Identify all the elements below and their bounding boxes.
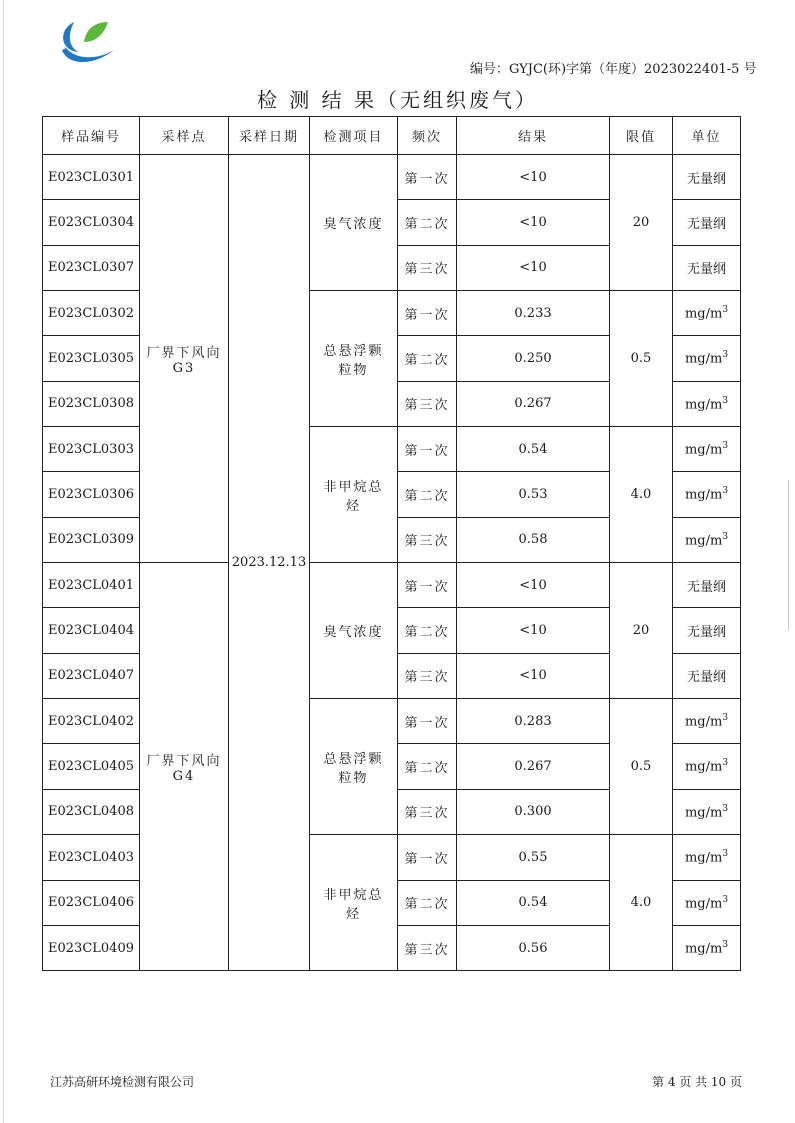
result-cell: 0.250	[457, 336, 610, 381]
unit-cell	[673, 472, 741, 517]
frequency-cell: 第二次	[398, 608, 457, 653]
unit-text: 无量纲	[686, 217, 726, 233]
result-cell: 0.55	[457, 835, 610, 880]
limit-cell: 4.0	[610, 427, 673, 563]
frequency-cell: 第一次	[398, 291, 457, 336]
unit-superscript: 3	[722, 713, 729, 724]
test-item-cell: 臭气浓度	[310, 155, 398, 291]
unit-text: 无量纲	[686, 262, 726, 278]
unit-cell	[673, 336, 741, 381]
logo-green-leaf	[84, 22, 108, 42]
result-cell: <10	[457, 608, 610, 653]
sample-id-cell: E023CL0405	[43, 744, 140, 789]
unit-text: mg/m	[684, 533, 723, 549]
column-header: 样品编号	[43, 117, 140, 155]
frequency-cell: 第一次	[398, 699, 457, 744]
sample-id-cell: E023CL0403	[43, 835, 140, 880]
unit-cell	[673, 653, 741, 698]
sample-id-cell: E023CL0301	[43, 155, 140, 200]
results-table	[42, 116, 741, 971]
limit-cell: 0.5	[610, 699, 673, 835]
unit-cell	[673, 200, 741, 245]
result-cell: 0.56	[457, 925, 610, 970]
column-header: 频次	[398, 117, 457, 155]
unit-text: mg/m	[684, 351, 723, 367]
frequency-cell: 第三次	[398, 245, 457, 290]
unit-text: mg/m	[684, 805, 723, 821]
sample-id-cell: E023CL0308	[43, 381, 140, 426]
sampling-point-code: G3	[172, 360, 196, 376]
unit-superscript: 3	[722, 803, 729, 814]
frequency-cell: 第三次	[398, 789, 457, 834]
unit-cell	[673, 835, 741, 880]
test-item-cell: 总悬浮颗粒物	[310, 291, 398, 427]
sample-id-cell: E023CL0409	[43, 925, 140, 970]
unit-superscript: 3	[722, 395, 729, 406]
result-cell: 0.233	[457, 291, 610, 336]
unit-superscript: 3	[722, 305, 729, 316]
unit-text: mg/m	[684, 850, 723, 866]
frequency-cell: 第一次	[398, 427, 457, 472]
unit-cell	[673, 563, 741, 608]
unit-cell	[673, 155, 741, 200]
result-cell: 0.267	[457, 381, 610, 426]
logo-blue-swoosh	[62, 48, 114, 62]
unit-text: mg/m	[684, 487, 723, 503]
column-header: 检测项目	[310, 117, 398, 155]
sample-id-cell: E023CL0401	[43, 563, 140, 608]
frequency-cell: 第三次	[398, 381, 457, 426]
page-edge-rule-left	[3, 0, 4, 1123]
frequency-cell: 第一次	[398, 835, 457, 880]
unit-superscript: 3	[722, 531, 729, 542]
page-title: 检 测 结 果（无组织废气）	[256, 88, 539, 112]
result-cell: <10	[457, 563, 610, 608]
result-cell: 0.54	[457, 880, 610, 925]
unit-text: mg/m	[684, 759, 723, 775]
table-row	[43, 563, 741, 608]
unit-cell	[673, 381, 741, 426]
sample-id-cell: E023CL0302	[43, 291, 140, 336]
sampling-date-cell: 2023.12.13	[229, 155, 310, 971]
result-cell: 0.300	[457, 789, 610, 834]
unit-cell	[673, 291, 741, 336]
unit-superscript: 3	[722, 758, 729, 769]
limit-cell: 0.5	[610, 291, 673, 427]
sample-id-cell: E023CL0305	[43, 336, 140, 381]
sample-id-cell: E023CL0402	[43, 699, 140, 744]
column-header: 采样日期	[229, 117, 310, 155]
unit-text: 无量纲	[686, 171, 726, 187]
test-item-cell: 臭气浓度	[310, 563, 398, 699]
results-body	[43, 155, 741, 971]
unit-text: 无量纲	[686, 625, 726, 641]
unit-cell	[673, 608, 741, 653]
result-cell: 0.267	[457, 744, 610, 789]
sampling-point-name: 厂界下风向	[146, 753, 222, 769]
unit-superscript: 3	[722, 486, 729, 497]
result-cell: 0.54	[457, 427, 610, 472]
footer-company: 江苏高研环境检测有限公司	[50, 1075, 195, 1089]
logo-blue-drop	[63, 22, 78, 52]
unit-text: mg/m	[684, 397, 723, 413]
frequency-cell: 第二次	[398, 336, 457, 381]
sampling-point-name: 厂界下风向	[146, 345, 222, 361]
sample-id-cell: E023CL0407	[43, 653, 140, 698]
unit-text: mg/m	[684, 714, 723, 730]
unit-cell	[673, 517, 741, 562]
frequency-cell: 第三次	[398, 517, 457, 562]
frequency-cell: 第二次	[398, 472, 457, 517]
sample-id-cell: E023CL0306	[43, 472, 140, 517]
result-cell: 0.283	[457, 699, 610, 744]
unit-text: 无量纲	[686, 579, 726, 595]
unit-superscript: 3	[722, 939, 729, 950]
unit-text: mg/m	[684, 895, 723, 911]
result-cell: <10	[457, 245, 610, 290]
frequency-cell: 第二次	[398, 744, 457, 789]
limit-cell: 4.0	[610, 835, 673, 971]
unit-cell	[673, 699, 741, 744]
page-edge-rule-right	[788, 480, 789, 630]
sample-id-cell: E023CL0303	[43, 427, 140, 472]
column-header: 限值	[610, 117, 673, 155]
sample-id-cell: E023CL0304	[43, 200, 140, 245]
unit-superscript: 3	[722, 849, 729, 860]
unit-superscript: 3	[722, 350, 729, 361]
frequency-cell: 第三次	[398, 653, 457, 698]
frequency-cell: 第一次	[398, 155, 457, 200]
sample-id-cell: E023CL0307	[43, 245, 140, 290]
unit-superscript: 3	[722, 894, 729, 905]
unit-cell	[673, 880, 741, 925]
sampling-point-code: G4	[172, 768, 196, 784]
sample-id-cell: E023CL0406	[43, 880, 140, 925]
column-header: 采样点	[140, 117, 229, 155]
company-logo-icon	[52, 14, 122, 68]
table-row	[43, 155, 741, 200]
result-cell: <10	[457, 653, 610, 698]
limit-cell: 20	[610, 563, 673, 699]
frequency-cell: 第二次	[398, 880, 457, 925]
test-item-cell: 总悬浮颗粒物	[310, 699, 398, 835]
unit-text: mg/m	[684, 442, 723, 458]
unit-text: 无量纲	[686, 670, 726, 686]
footer-page-number: 第 4 页 共 10 页	[652, 1075, 742, 1089]
result-cell: 0.58	[457, 517, 610, 562]
frequency-cell: 第二次	[398, 200, 457, 245]
column-header: 结果	[457, 117, 610, 155]
result-cell: 0.53	[457, 472, 610, 517]
unit-cell	[673, 427, 741, 472]
sampling-point-cell	[140, 563, 229, 971]
unit-text: mg/m	[684, 941, 723, 957]
limit-cell: 20	[610, 155, 673, 291]
result-cell: <10	[457, 155, 610, 200]
unit-superscript: 3	[722, 441, 729, 452]
unit-text: mg/m	[684, 306, 723, 322]
table-header-row	[43, 117, 741, 155]
result-cell: <10	[457, 200, 610, 245]
sample-id-cell: E023CL0309	[43, 517, 140, 562]
sample-id-cell: E023CL0408	[43, 789, 140, 834]
frequency-cell: 第三次	[398, 925, 457, 970]
column-header: 单位	[673, 117, 741, 155]
unit-cell	[673, 925, 741, 970]
document-number: 编号：GYJC(环)字第（年度）2023022401-5 号	[470, 62, 757, 77]
sample-id-cell: E023CL0404	[43, 608, 140, 653]
unit-cell	[673, 744, 741, 789]
unit-cell	[673, 789, 741, 834]
test-item-cell: 非甲烷总烃	[310, 835, 398, 971]
unit-cell	[673, 245, 741, 290]
sampling-point-cell	[140, 155, 229, 563]
test-item-cell: 非甲烷总烃	[310, 427, 398, 563]
frequency-cell: 第一次	[398, 563, 457, 608]
